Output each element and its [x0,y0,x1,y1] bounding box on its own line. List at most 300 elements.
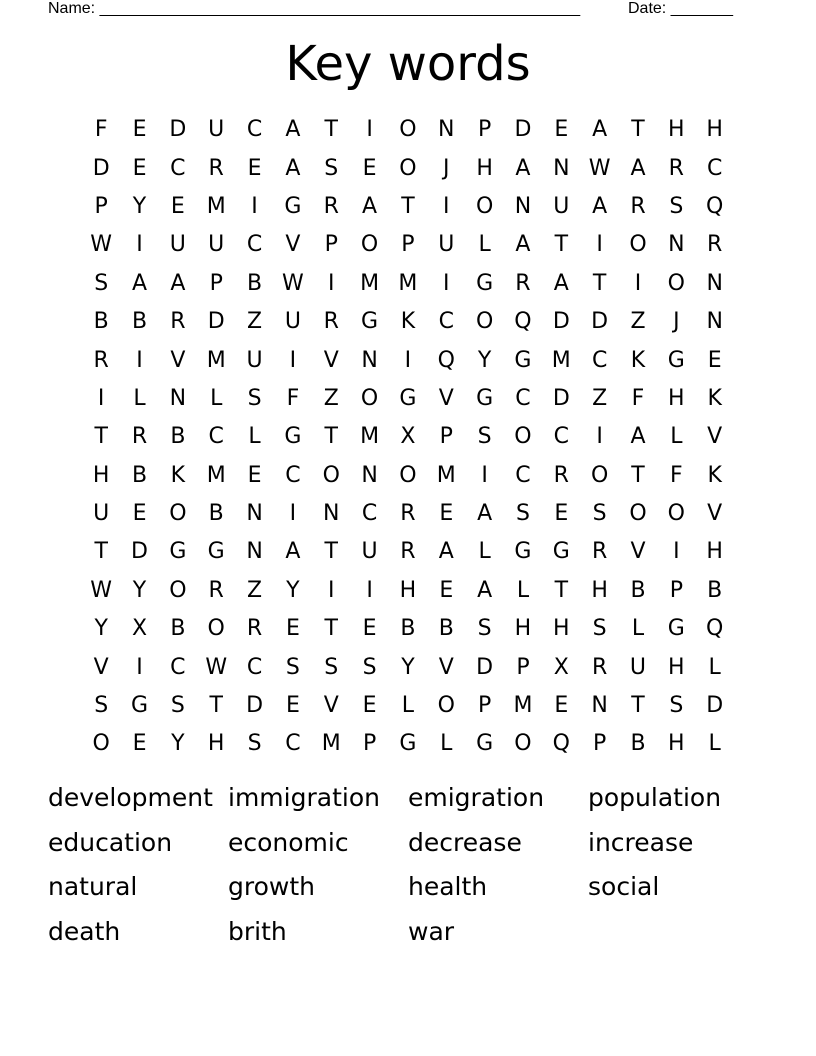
grid-cell: R [208,155,224,181]
grid-cell: O [360,232,379,258]
grid-cell: C [285,731,301,757]
grid-cell: C [706,155,723,181]
grid-cell: L [478,232,491,258]
grid-cell: T [324,616,338,642]
grid-cell: A [592,117,608,143]
grid-cell: L [708,731,721,757]
grid-cell: D [131,539,148,565]
grid-cell: I [136,232,143,258]
grid-cell: H [668,654,685,680]
grid-cell: E [132,501,147,527]
grid-cell: O [514,424,532,450]
grid-cell: M [206,462,226,488]
grid-cell: H [668,385,685,411]
grid-cell: O [667,501,685,527]
grid-cell: R [553,462,569,488]
grid-cell: R [591,654,608,680]
grid-cell: S [94,693,109,719]
grid-cell: A [515,155,531,181]
grid-cell: J [443,155,450,181]
grid-cell: C [285,462,301,488]
grid-cell: U [553,193,570,219]
grid-cell: A [438,539,454,565]
grid-cell: F [94,117,108,143]
grid-cell: I [97,385,105,411]
grid-cell: G [207,539,225,565]
grid-row [82,610,734,648]
grid-cell: H [207,731,225,757]
grid-cell: S [592,501,607,527]
grid-cell: G [284,193,302,219]
grid-row [82,725,734,763]
grid-cell: T [209,693,223,719]
word-bank [48,780,768,958]
grid-cell: A [285,539,301,565]
word-bank-item: death [48,916,121,946]
grid-cell: S [94,270,109,296]
grid-cell: O [475,309,494,335]
grid-row [82,380,734,418]
grid-cell: T [94,424,108,450]
grid-cell: O [629,232,647,258]
grid-row [82,495,734,533]
grid-cell: U [169,232,186,258]
grid-cell: R [93,347,109,373]
name-field [48,0,580,18]
grid-cell: A [477,501,493,527]
grid-cell: P [477,693,492,719]
grid-cell: C [208,424,224,450]
grid-cell: O [667,270,685,296]
grid-cell: R [400,501,416,527]
grid-cell: C [553,424,569,450]
grid-cell: T [94,539,108,565]
grid-cell: B [131,309,148,335]
word-bank-item: economic [228,827,349,857]
grid-cell: E [362,693,377,719]
grid-cell: I [596,232,603,258]
grid-cell: Y [477,347,492,373]
grid-cell: C [591,347,608,373]
grid-cell: V [285,232,301,258]
grid-cell: V [630,539,646,565]
grid-cell: O [360,385,379,411]
grid-cell: U [438,232,455,258]
grid-cell: H [514,616,532,642]
grid-cell: P [439,424,453,450]
grid-cell: N [553,155,570,181]
grid-cell: E [362,616,377,642]
grid-cell: Y [132,193,147,219]
grid-cell: R [323,309,339,335]
grid-cell: W [205,654,228,680]
grid-cell: I [136,347,143,373]
grid-cell: S [362,654,377,680]
grid-cell: H [399,577,417,603]
grid-cell: G [284,424,302,450]
grid-cell: H [706,117,723,143]
grid-cell: H [668,117,685,143]
grid-cell: U [208,117,225,143]
grid-cell: T [631,117,645,143]
grid-cell: N [323,501,340,527]
grid-cell: U [208,232,225,258]
grid-cell: R [208,577,224,603]
grid-cell: I [673,539,680,565]
grid-cell: W [90,577,113,603]
grid-cell: P [362,731,377,757]
grid-cell: A [285,155,301,181]
grid-cell: L [210,385,223,411]
grid-cell: E [285,616,300,642]
grid-cell: E [554,117,569,143]
grid-cell: N [668,232,685,258]
word-bank-item: decrease [408,827,522,857]
grid-cell: G [667,347,685,373]
grid-cell: S [285,654,300,680]
grid-cell: M [551,347,571,373]
grid-row [82,265,734,303]
grid-cell: R [668,155,684,181]
grid-cell: M [360,270,380,296]
grid-cell: E [554,693,569,719]
grid-cell: D [514,117,532,143]
grid-cell: G [514,539,532,565]
grid-cell: Y [286,577,300,603]
grid-cell: M [513,693,533,719]
grid-row [82,188,734,226]
grid-cell: E [132,155,147,181]
grid-row [82,687,734,725]
grid-cell: M [360,424,380,450]
grid-cell: S [477,424,492,450]
grid-cell: G [361,309,379,335]
grid-cell: R [170,309,186,335]
grid-cell: I [596,424,603,450]
grid-cell: E [707,347,722,373]
grid-row [82,457,734,495]
grid-cell: B [630,731,646,757]
grid-cell: I [404,347,412,373]
grid-cell: O [399,155,417,181]
grid-cell: B [170,616,186,642]
grid-cell: H [476,155,493,181]
grid-cell: C [170,155,186,181]
grid-cell: M [398,270,418,296]
grid-cell: N [361,347,378,373]
grid-cell: M [436,462,456,488]
word-bank-item: health [408,872,488,901]
grid-cell: P [324,232,338,258]
grid-cell: I [443,193,450,219]
grid-cell: Q [552,731,570,757]
grid-cell: P [593,731,607,757]
grid-cell: G [476,731,494,757]
grid-cell: T [554,232,569,258]
grid-cell: X [131,616,148,642]
word-bank-item: war [408,916,455,946]
grid-cell: D [552,309,570,335]
grid-cell: B [131,462,148,488]
grid-cell: J [673,309,680,335]
grid-cell: Z [592,385,608,411]
grid-cell: E [554,501,569,527]
grid-cell: S [477,616,492,642]
word-bank-item: development [48,783,213,812]
grid-cell: C [515,462,531,488]
grid-cell: O [169,501,187,527]
grid-cell: A [362,193,378,219]
page-title: Key words [285,36,531,92]
grid-cell: V [438,654,454,680]
grid-cell: A [630,424,646,450]
grid-cell: C [246,232,263,258]
grid-cell: H [591,577,608,603]
grid-cell: D [169,117,187,143]
grid-cell: I [289,347,297,373]
date-field [628,0,733,18]
grid-cell: G [476,385,494,411]
grid-cell: S [247,385,262,411]
grid-cell: S [324,654,339,680]
grid-cell: V [707,501,723,527]
grid-cell: V [438,385,454,411]
grid-cell: R [515,270,531,296]
grid-cell: G [476,270,494,296]
grid-cell: B [170,424,186,450]
grid-cell: P [669,577,683,603]
grid-cell: A [515,232,531,258]
word-bank-item: natural [48,872,138,901]
grid-cell: S [247,731,262,757]
grid-cell: O [437,693,455,719]
grid-cell: Y [94,616,108,642]
word-bank-item: immigration [228,783,380,812]
grid-cell: R [246,616,263,642]
grid-cell: L [248,424,261,450]
grid-cell: O [399,117,417,143]
grid-cell: Y [401,654,415,680]
grid-cell: O [92,731,110,757]
grid-cell: L [708,654,721,680]
grid-cell: L [670,424,683,450]
grid-cell: I [443,270,450,296]
grid-cell: G [552,539,570,565]
grid-cell: L [401,693,415,719]
grid-cell: N [591,693,608,719]
grid-cell: Z [323,385,339,411]
grid-cell: U [93,501,110,527]
grid-cell: T [631,693,645,719]
grid-cell: I [136,654,143,680]
grid-row [82,341,734,379]
grid-cell: R [707,232,723,258]
grid-cell: K [400,309,416,335]
grid-cell: G [130,693,149,719]
grid-cell: B [400,616,416,642]
grid-cell: B [208,501,224,527]
grid-cell: D [476,654,494,680]
word-bank-item: growth [228,872,315,901]
grid-cell: G [667,616,685,642]
grid-cell: C [515,385,531,411]
grid-cell: R [323,193,339,219]
grid-cell: R [400,539,416,565]
grid-cell: T [324,539,338,565]
grid-cell: H [706,539,723,565]
grid-cell: S [324,155,339,181]
grid-cell: I [481,462,488,488]
grid-cell: L [440,731,453,757]
grid-cell: F [286,385,300,411]
grid-cell: B [247,270,263,296]
grid-cell: I [327,270,335,296]
grid-cell: I [366,117,373,143]
grid-cell: O [207,616,225,642]
date-line: _______ [670,0,733,17]
grid-cell: Q [514,309,532,335]
grid-cell: N [246,501,263,527]
grid-cell: Z [630,309,646,335]
grid-cell: L [631,616,645,642]
grid-cell: E [247,155,262,181]
grid-cell: O [169,577,187,603]
grid-cell: R [131,424,148,450]
grid-cell: S [515,501,530,527]
grid-cell: D [246,693,264,719]
grid-row [82,149,734,187]
grid-cell: O [629,501,647,527]
grid-cell: B [93,309,109,335]
grid-cell: V [323,693,339,719]
grid-cell: Z [247,577,263,603]
grid-cell: V [170,347,186,373]
grid-cell: T [324,424,338,450]
word-bank-item: education [48,827,173,857]
name-label: Name: [48,0,96,17]
grid-cell: P [94,193,108,219]
grid-cell: N [438,117,455,143]
grid-cell: E [439,501,454,527]
grid-cell: L [133,385,146,411]
grid-row [82,303,734,341]
grid-cell: L [478,539,491,565]
grid-cell: B [438,616,454,642]
grid-cell: F [670,462,683,488]
word-bank-item: increase [588,827,694,857]
grid-row [82,572,734,610]
grid-cell: Q [706,616,724,642]
grid-cell: E [170,193,185,219]
grid-cell: K [630,347,646,373]
grid-cell: A [285,117,301,143]
grid-row [82,533,734,571]
grid-cell: E [247,462,262,488]
grid-cell: C [246,117,263,143]
grid-cell: N [514,193,532,219]
grid-cell: I [327,577,335,603]
grid-cell: L [516,577,530,603]
grid-cell: A [477,577,493,603]
grid-cell: R [630,193,646,219]
letter-grid [82,111,734,765]
grid-row [82,648,734,686]
grid-cell: F [631,385,645,411]
grid-cell: D [92,155,110,181]
grid-cell: Q [706,193,724,219]
grid-cell: Z [247,309,263,335]
grid-cell: W [90,232,113,258]
grid-cell: A [630,155,646,181]
grid-cell: E [285,693,300,719]
grid-cell: N [169,385,187,411]
grid-cell: S [669,193,684,219]
grid-cell: T [401,193,415,219]
grid-cell: S [592,616,607,642]
grid-cell: T [631,462,645,488]
grid-cell: D [706,693,724,719]
word-bank-item: social [588,872,660,901]
grid-cell: H [92,462,110,488]
grid-cell: K [707,385,722,411]
grid-cell: W [282,270,304,296]
grid-cell: Y [171,731,185,757]
grid-cell: X [400,424,416,450]
grid-cell: E [132,731,147,757]
grid-cell: S [669,693,684,719]
grid-cell: C [361,501,378,527]
grid-cell: T [592,270,607,296]
grid-cell: A [592,193,608,219]
grid-cell: B [630,577,646,603]
grid-row [82,418,734,456]
grid-cell: I [366,577,373,603]
grid-cell: R [591,539,608,565]
grid-cell: O [399,462,417,488]
grid-cell: U [629,654,647,680]
grid-cell: H [553,616,570,642]
grid-cell: D [552,385,570,411]
grid-cell: N [246,539,263,565]
word-bank-item: brith [228,916,287,946]
grid-cell: E [362,155,377,181]
grid-cell: O [322,462,340,488]
grid-cell: M [206,347,226,373]
grid-cell: U [284,309,301,335]
grid-cell: W [588,155,611,181]
grid-cell: U [246,347,263,373]
grid-cell: D [591,309,609,335]
grid-cell: N [361,462,378,488]
grid-cell: O [475,193,494,219]
header [48,0,748,20]
grid-row [82,111,734,149]
grid-cell: I [251,193,258,219]
grid-cell: G [169,539,187,565]
grid-cell: C [246,654,263,680]
grid-cell: P [516,654,530,680]
grid-cell: I [289,501,297,527]
grid-cell: O [590,462,609,488]
word-bank-item: population [588,783,722,812]
grid-cell: N [706,270,723,296]
grid-cell: M [321,731,341,757]
grid-cell: A [131,270,148,296]
grid-cell: X [553,654,569,680]
grid-cell: H [668,731,685,757]
grid-cell: T [554,577,569,603]
grid-cell: G [514,347,532,373]
